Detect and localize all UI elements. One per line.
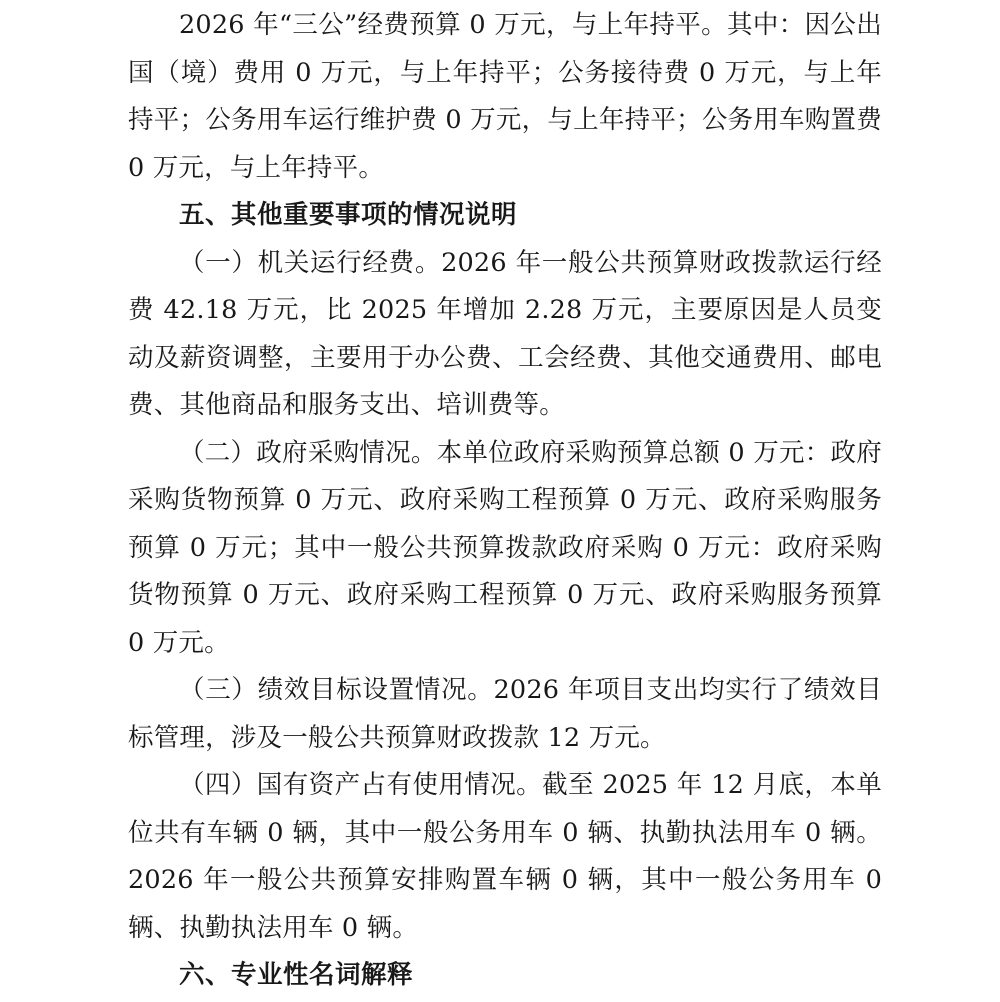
paragraph-item-four-state-assets: （四）国有资产占有使用情况。截至 2025 年 12 月底，本单位共有车辆 0 辆，其中一般公务用车 0 辆、执勤执法用车 0 辆。2026 年一般公共预算安排购置车辆 0 辆，其中一般公务用车 0 辆、执勤执法用车 0 辆。 bbox=[128, 770, 882, 943]
heading-section-six: 六、专业性名词解释 bbox=[179, 960, 414, 990]
paragraph-item-two-government-procurement: （二）政府采购情况。本单位政府采购预算总额 0 万元：政府采购货物预算 0 万元、政府采购工程预算 0 万元、政府采购服务预算 0 万元；其中一般公共预算拨款政府采购 0 万元：政府采购货物预算 0 万元、政府采购工程预算 0 万元、政府采购服务预算 0 万元。 bbox=[128, 437, 882, 658]
paragraph-sangong-budget: 2026 年“三公”经费预算 0 万元，与上年持平。其中：因公出国（境）费用 0 万元，与上年持平；公务接待费 0 万元，与上年持平；公务用车运行维护费 0 万元，与上年持平；公务用车购置费 0 万元，与上年持平。 bbox=[128, 10, 882, 183]
paragraph-item-three-performance-targets: （三）绩效目标设置情况。2026 年项目支出均实行了绩效目标管理，涉及一般公共预算财政拨款 12 万元。 bbox=[128, 675, 882, 753]
document-body bbox=[128, 0, 882, 1000]
heading-section-five: 五、其他重要事项的情况说明 bbox=[179, 200, 518, 230]
paragraph-item-one-operating-expenses: （一）机关运行经费。2026 年一般公共预算财政拨款运行经费 42.18 万元，比 2025 年增加 2.28 万元，主要原因是人员变动及薪资调整，主要用于办公费、工会经费、其他交通费用、邮电费、其他商品和服务支出、培训费等。 bbox=[128, 247, 882, 420]
